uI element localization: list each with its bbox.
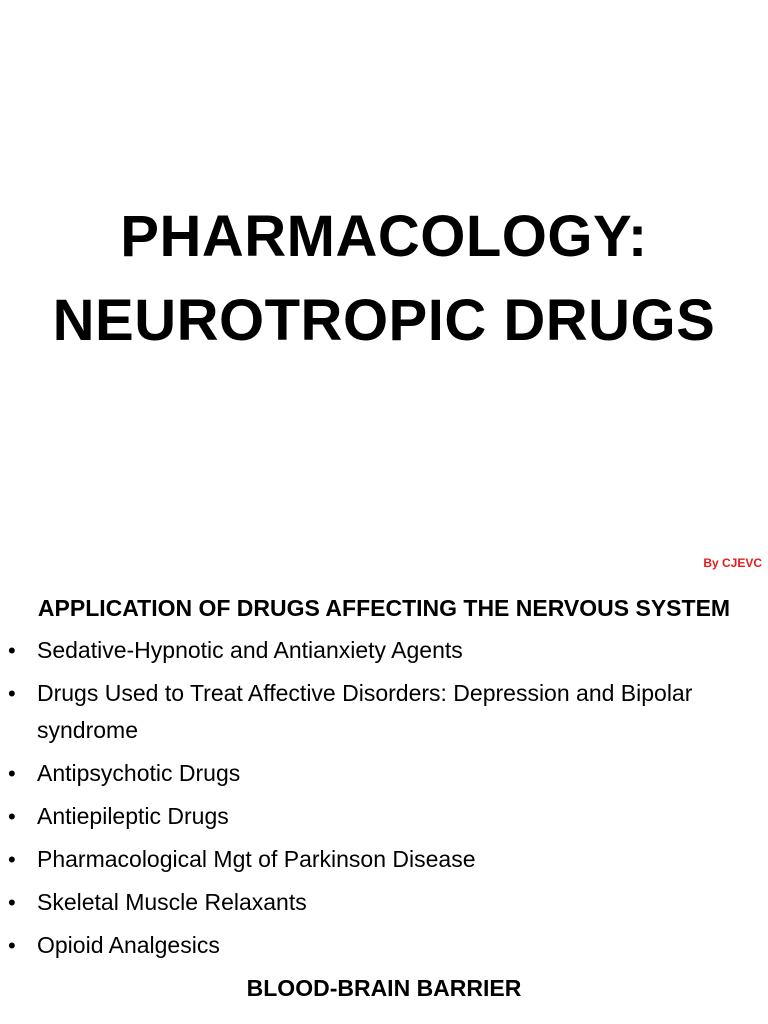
list-item bbox=[0, 675, 768, 749]
list-item-text: Antiepileptic Drugs bbox=[37, 803, 229, 829]
list-item bbox=[0, 927, 768, 964]
bullet-icon: • bbox=[8, 681, 16, 706]
title-line-2: NEUROTROPIC DRUGS bbox=[52, 288, 716, 353]
list-item-text: Antipsychotic Drugs bbox=[37, 760, 241, 786]
list-item bbox=[0, 798, 768, 835]
list-item bbox=[0, 841, 768, 878]
list-item-text: Skeletal Muscle Relaxants bbox=[37, 889, 307, 915]
section-heading-applications: APPLICATION OF DRUGS AFFECTING THE NERVOUS SYSTEM bbox=[37, 595, 731, 621]
bullet-icon: • bbox=[8, 761, 16, 786]
bullet-icon: • bbox=[8, 933, 16, 958]
drug-application-list bbox=[0, 632, 768, 970]
list-item-text: Pharmacological Mgt of Parkinson Disease bbox=[37, 846, 476, 872]
list-item bbox=[0, 755, 768, 792]
list-item-text: Drugs Used to Treat Affective Disorders: Depression and Bipolar syndrome bbox=[37, 680, 693, 743]
document-title bbox=[0, 195, 768, 363]
title-line-1: PHARMACOLOGY: bbox=[120, 204, 648, 269]
bullet-icon: • bbox=[8, 638, 16, 663]
bullet-icon: • bbox=[8, 847, 16, 872]
author-byline: By CJEVC bbox=[703, 556, 762, 570]
list-item-text: Opioid Analgesics bbox=[37, 932, 220, 958]
list-item bbox=[0, 884, 768, 921]
section-heading-blood-brain-barrier: BLOOD-BRAIN BARRIER bbox=[246, 975, 522, 1001]
bullet-icon: • bbox=[8, 890, 16, 915]
bullet-icon: • bbox=[8, 804, 16, 829]
list-item bbox=[0, 632, 768, 669]
list-item-text: Sedative-Hypnotic and Antianxiety Agents bbox=[37, 637, 463, 663]
